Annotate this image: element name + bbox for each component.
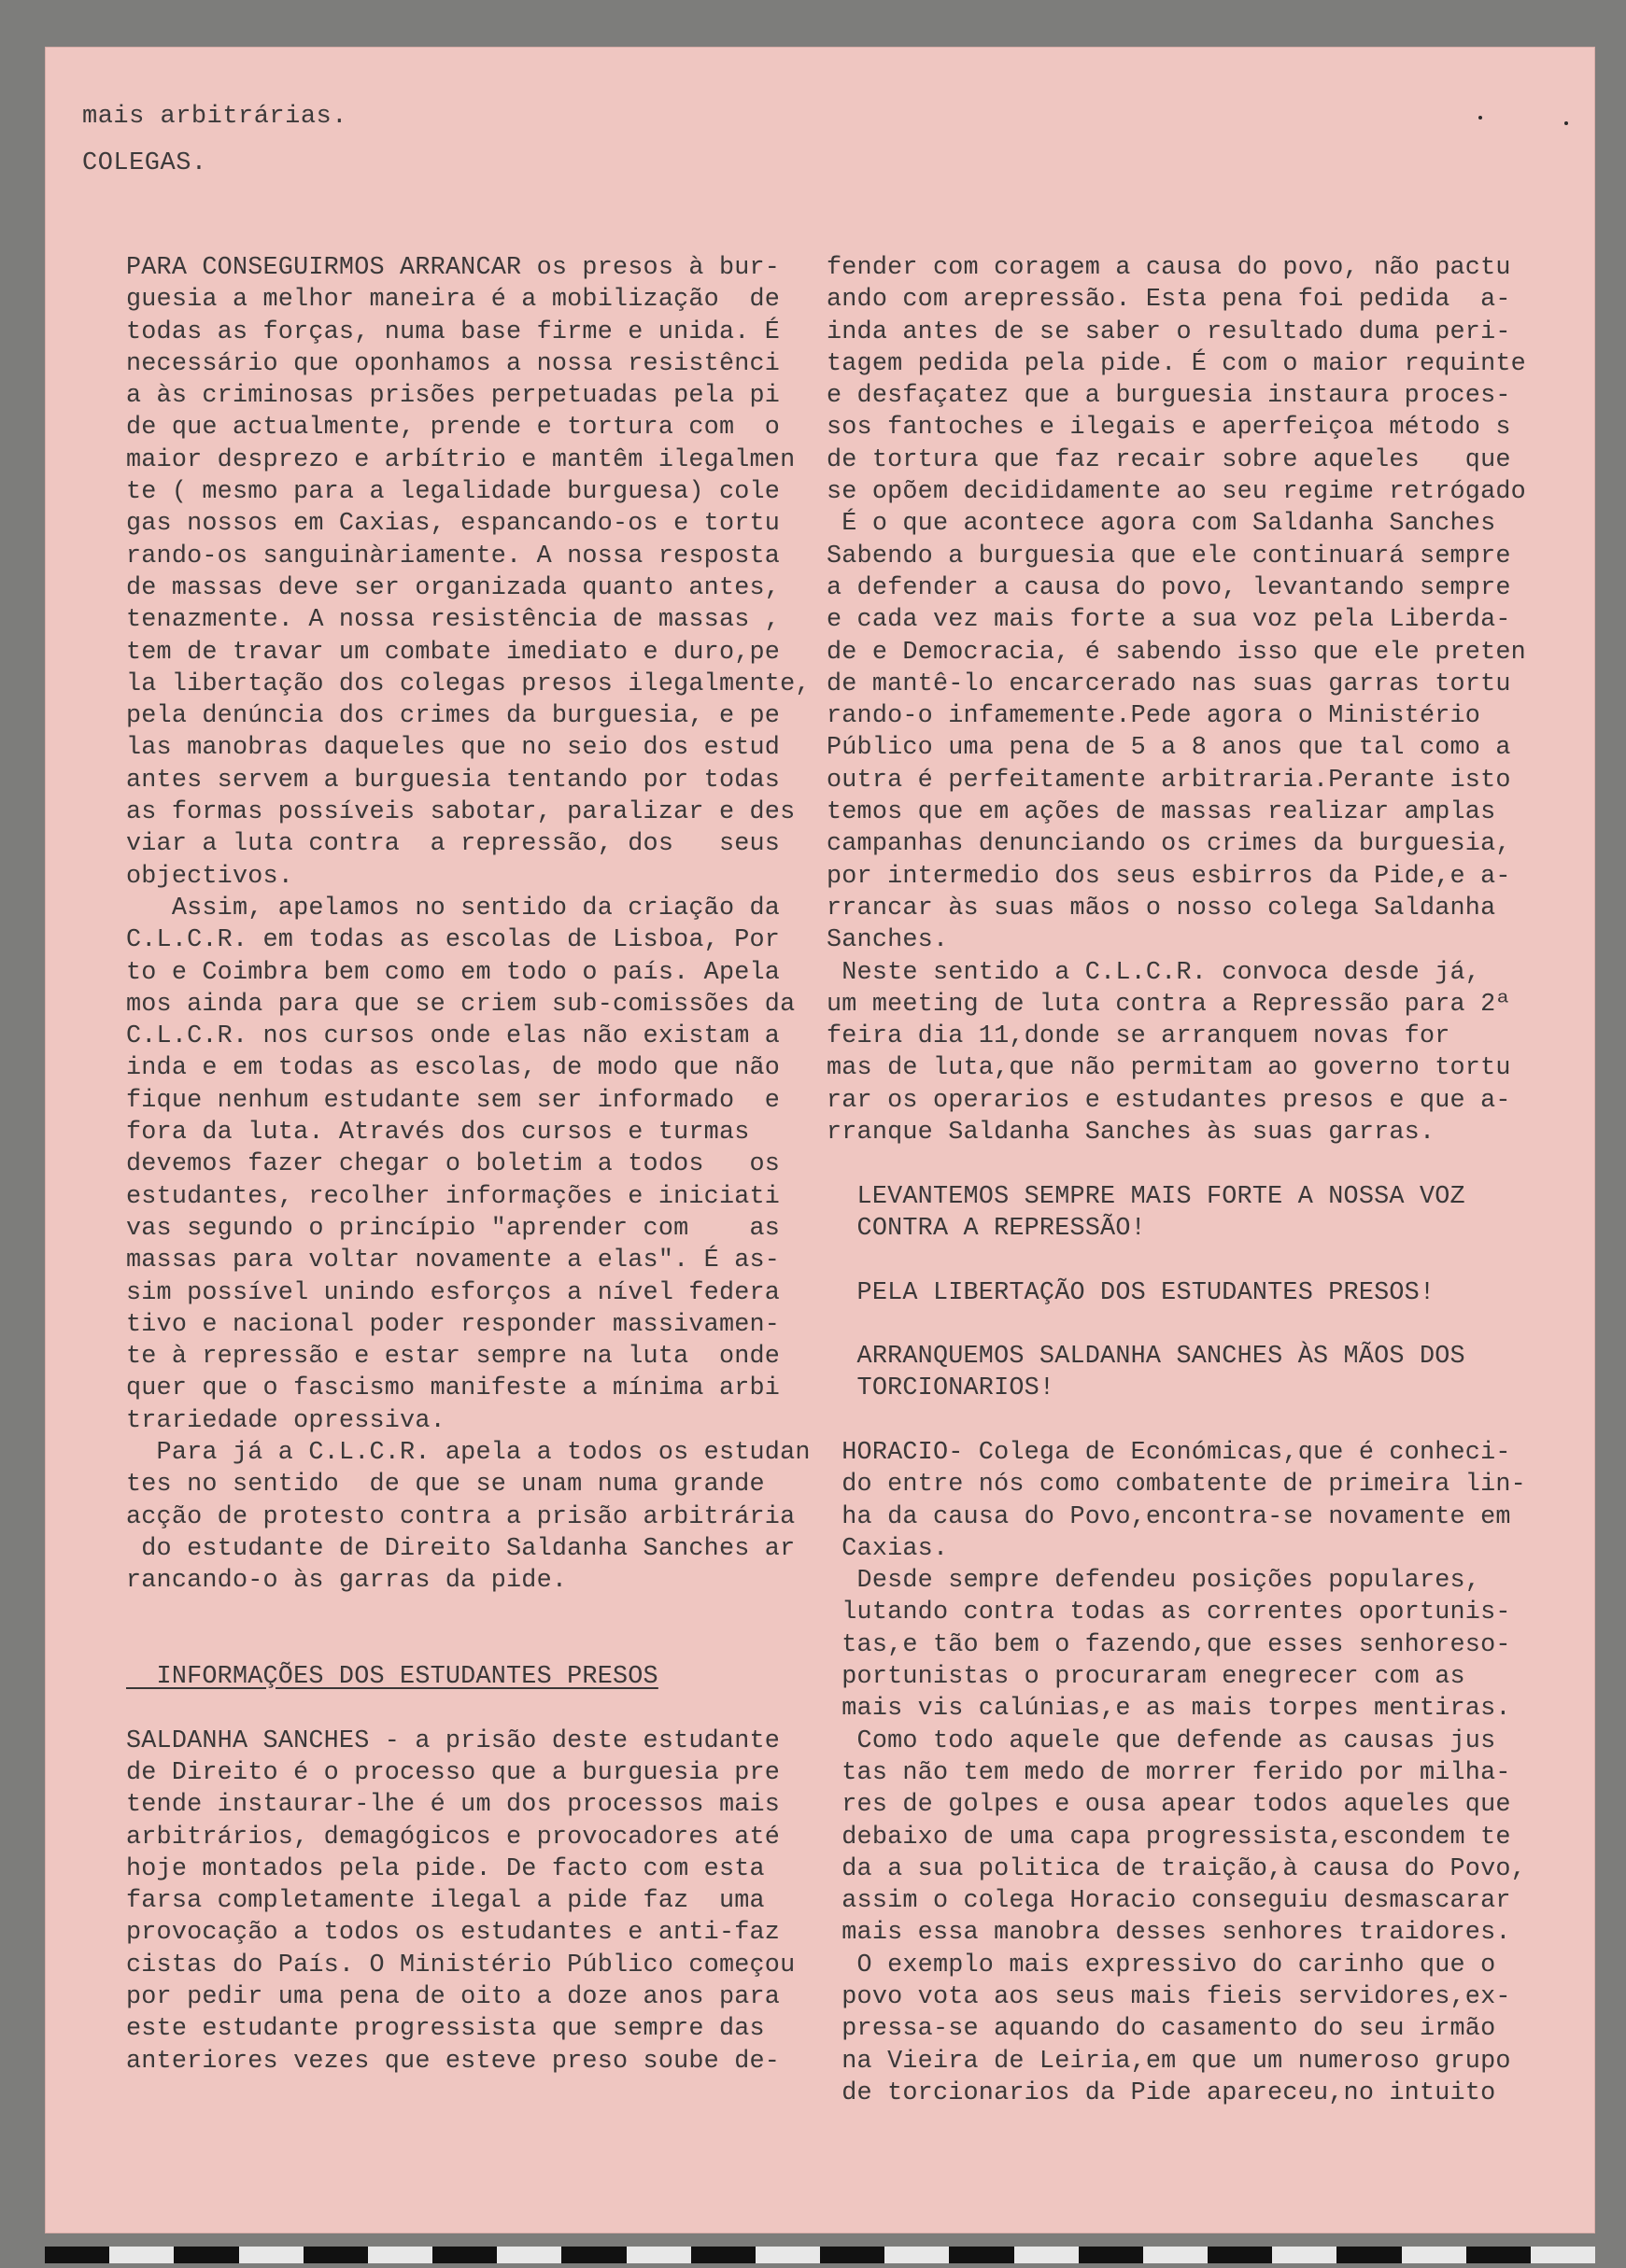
text-line: quer que o fascismo manifeste a mínima arbi <box>126 1374 781 1403</box>
text-line: estudantes, recolher informações e iniciati <box>126 1182 781 1211</box>
ruler-segment <box>1402 2247 1466 2263</box>
text-line: portunistas o procuraram enegrecer com as <box>827 1663 1465 1692</box>
text-line: por pedir uma pena de oito a doze anos para <box>126 1983 781 2012</box>
ruler-segment <box>756 2247 820 2263</box>
text-line: e desfaçatez que a burguesia instaura proces- <box>827 382 1511 411</box>
text-line: campanhas denunciando os crimes da burguesia, <box>827 830 1511 859</box>
text-line: PARA CONSEGUIRMOS ARRANCAR os presos à bur- <box>126 254 781 282</box>
section-heading: INFORMAÇÕES DOS ESTUDANTES PRESOS <box>126 1663 658 1692</box>
text-line: de que actualmente, prende e tortura com o <box>126 414 781 443</box>
text-line: ando com arepressão. Esta pena foi pedida a- <box>827 286 1511 315</box>
ruler-segment <box>174 2247 238 2263</box>
text-line: ha da causa do Povo,encontra-se novamente em <box>827 1502 1511 1531</box>
text-line: Neste sentido a C.L.C.R. convoca desde já, <box>827 958 1481 987</box>
text-line: fique nenhum estudante sem ser informado e <box>126 1086 781 1115</box>
text-line: tenazmente. A nossa resistência de massas , <box>126 606 781 635</box>
text-line: e cada vez mais forte a sua voz pela Liberda- <box>827 606 1511 635</box>
text-line: O exemplo mais expressivo do carinho que o <box>827 1951 1496 1979</box>
text-line: farsa completamente ilegal a pide faz uma <box>126 1887 765 1916</box>
text-line: por intermedio dos seus esbirros da Pide,e a- <box>827 862 1511 891</box>
text-line: Como todo aquele que defende as causas jus <box>827 1726 1496 1755</box>
ruler-segment <box>1336 2247 1401 2263</box>
ruler-segment <box>1531 2247 1595 2263</box>
text-line: do estudante de Direito Saldanha Sanches ar <box>126 1534 796 1563</box>
text-line: necessário que oponhamos a nossa resistênci <box>126 349 781 378</box>
text-line: inda e em todas as escolas, de modo que não <box>126 1054 781 1083</box>
text-line: Sabendo a burguesia que ele continuará sempre <box>827 542 1511 571</box>
ruler-segment <box>1466 2247 1531 2263</box>
text-line: tes no sentido de que se unam numa grande <box>126 1471 765 1500</box>
paragraph-gap <box>827 1148 1526 1180</box>
text-line: PELA LIBERTAÇÃO DOS ESTUDANTES PRESOS! <box>827 1278 1435 1307</box>
ruler-segment <box>109 2247 174 2263</box>
text-line: Sanches. <box>827 926 949 955</box>
ruler-segment <box>1014 2247 1079 2263</box>
ruler-segment <box>1208 2247 1272 2263</box>
ruler-segment <box>497 2247 561 2263</box>
text-line: SALDANHA SANCHES - a prisão deste estudante <box>126 1726 781 1755</box>
text-line: rar os operarios e estudantes presos e que a- <box>827 1086 1511 1115</box>
text-line: um meeting de luta contra a Repressão para 2ª <box>827 990 1511 1019</box>
paper-mark <box>1564 121 1568 125</box>
text-line: HORACIO- Colega de Económicas,que é conheci- <box>827 1438 1511 1467</box>
text-line: tagem pedida pela pide. É com o maior requinte <box>827 349 1526 378</box>
text-line: antes servem a burguesia tentando por todas <box>126 766 781 795</box>
text-line: de mantê-lo encarcerado nas suas garras tortu <box>827 669 1511 698</box>
text-line: maior desprezo e arbítrio e mantêm ilegalmen <box>126 445 796 474</box>
text-line: de tortura que faz recair sobre aqueles que <box>827 445 1511 474</box>
text-line: na Vieira de Leiria,em que um numeroso grupo <box>827 2047 1511 2076</box>
text-line: cistas do País. O Ministério Público começou <box>126 1951 796 1979</box>
text-line: devemos fazer chegar o boletim a todos os <box>126 1150 781 1179</box>
text-line: hoje montados pela pide. De facto com esta <box>126 1854 765 1883</box>
text-line: rranque Saldanha Sanches às suas garras. <box>827 1119 1435 1148</box>
text-line: do entre nós como combatente de primeira lin- <box>827 1471 1526 1500</box>
paragraph-gap <box>827 1309 1526 1341</box>
text-line: tende instaurar-lhe é um dos processos mais <box>126 1791 781 1820</box>
text-line: mais essa manobra desses senhores traidores. <box>827 1919 1511 1948</box>
text-line: guesia a melhor maneira é a mobilização de <box>126 286 781 315</box>
text-line: C.L.C.R. em todas as escolas de Lisboa, Por <box>126 926 781 955</box>
ruler-segment <box>820 2247 884 2263</box>
text-line: las manobras daqueles que no seio dos estud <box>126 734 781 763</box>
ruler-segment <box>45 2247 109 2263</box>
text-line: res de golpes e ousa apear todos aqueles que <box>827 1791 1511 1820</box>
paper-mark <box>1478 116 1482 120</box>
paragraph-gap <box>827 1245 1526 1276</box>
ruler-segment <box>1143 2247 1208 2263</box>
text-line: rando-o infamemente.Pede agora o Ministério <box>827 702 1481 731</box>
text-line: viar a luta contra a repressão, dos seus <box>126 830 781 859</box>
ruler-segment <box>304 2247 368 2263</box>
text-line: to e Coimbra bem como em todo o país. Apela <box>126 958 781 987</box>
paragraph-gap <box>126 1597 811 1628</box>
ruler-segment <box>561 2247 626 2263</box>
text-line: TORCIONARIOS! <box>827 1374 1055 1403</box>
ruler-segment <box>1079 2247 1143 2263</box>
text-line: CONTRA A REPRESSÃO! <box>827 1214 1146 1243</box>
text-line: gas nossos em Caxias, espancando-os e tortu <box>126 510 781 539</box>
paragraph-gap <box>126 1693 811 1725</box>
text-line: provocação a todos os estudantes e anti-faz <box>126 1919 781 1948</box>
text-line: Público uma pena de 5 a 8 anos que tal como a <box>827 734 1511 763</box>
text-line: este estudante progressista que sempre das <box>126 2015 765 2044</box>
text-line: arbitrários, demagógicos e provocadores até <box>126 1823 781 1852</box>
ruler-segment <box>368 2247 432 2263</box>
text-line: fora da luta. Através dos cursos e turmas <box>126 1119 750 1148</box>
ruler-segment <box>1272 2247 1336 2263</box>
ruler-segment <box>884 2247 949 2263</box>
text-line: feira dia 11,donde se arranquem novas for <box>827 1022 1450 1051</box>
header-line: mais arbitrárias. <box>82 103 347 131</box>
text-line: todas as forças, numa base firme e unida. É <box>126 317 781 346</box>
text-line: sos fantoches e ilegais e aperfeiçoa método s <box>827 414 1511 443</box>
text-line: Desde sempre defendeu posições populares, <box>827 1567 1481 1596</box>
salutation: COLEGAS. <box>82 149 207 177</box>
text-line: tem de travar um combate imediato e duro,pe <box>126 638 781 667</box>
paragraph-gap <box>126 1629 811 1661</box>
ruler-segment <box>432 2247 497 2263</box>
text-line: fender com coragem a causa do povo, não pactu <box>827 254 1511 282</box>
paragraph-gap <box>827 1405 1526 1437</box>
ruler-segment <box>239 2247 304 2263</box>
text-line: É o que acontece agora com Saldanha Sanches <box>827 510 1496 539</box>
text-line: rancando-o às garras da pide. <box>126 1567 568 1596</box>
right-text-column <box>827 252 1526 2109</box>
text-line: inda antes de se saber o resultado duma peri- <box>827 317 1511 346</box>
text-line: rando-os sanguinàriamente. A nossa resposta <box>126 542 781 571</box>
scale-ruler <box>45 2247 1595 2263</box>
ruler-segment <box>627 2247 691 2263</box>
left-text-column <box>126 252 811 2078</box>
text-line: temos que em ações de massas realizar amplas <box>827 798 1496 827</box>
text-line: objectivos. <box>126 862 294 891</box>
text-line: te ( mesmo para a legalidade burguesa) cole <box>126 478 781 507</box>
text-line: rrancar às suas mãos o nosso colega Saldanha <box>827 894 1496 923</box>
text-line: la libertação dos colegas presos ilegalmente, <box>126 669 811 698</box>
text-line: de Direito é o processo que a burguesia pre <box>126 1758 781 1787</box>
text-line: a defender a causa do povo, levantando sempre <box>827 573 1511 602</box>
text-line: outra é perfeitamente arbitraria.Perante isto <box>827 766 1511 795</box>
text-line: trariedade opressiva. <box>126 1406 445 1435</box>
text-line: lutando contra todas as correntes oportunis- <box>827 1599 1511 1627</box>
text-line: tas não tem medo de morrer ferido por milha- <box>827 1758 1511 1787</box>
text-line: anteriores vezes que esteve preso soube de- <box>126 2047 781 2076</box>
text-line: pressa-se aquando do casamento do seu irmão <box>827 2015 1496 2044</box>
text-line: mos ainda para que se criem sub-comissões da <box>126 990 796 1019</box>
text-line: vas segundo o princípio "aprender com as <box>126 1214 781 1243</box>
text-line: tivo e nacional poder responder massivamen- <box>126 1310 781 1339</box>
text-line: ARRANQUEMOS SALDANHA SANCHES ÀS MÃOS DOS <box>827 1343 1465 1372</box>
text-line: acção de protesto contra a prisão arbitrária <box>126 1502 796 1531</box>
ruler-segment <box>949 2247 1013 2263</box>
text-line: sim possível unindo esforços a nível federa <box>126 1278 781 1307</box>
text-line: LEVANTEMOS SEMPRE MAIS FORTE A NOSSA VOZ <box>827 1182 1465 1211</box>
text-line: mas de luta,que não permitam ao governo tortu <box>827 1054 1511 1083</box>
ruler-segment <box>691 2247 756 2263</box>
text-line: C.L.C.R. nos cursos onde elas não existam a <box>126 1022 781 1051</box>
text-line: Caxias. <box>827 1534 949 1563</box>
text-line: as formas possíveis sabotar, paralizar e des <box>126 798 796 827</box>
text-line: massas para voltar novamente a elas". É as- <box>126 1247 781 1275</box>
text-line: de e Democracia, é sabendo isso que ele preten <box>827 638 1526 667</box>
text-line: de massas deve ser organizada quanto antes, <box>126 573 781 602</box>
text-line: povo vota aos seus mais fieis servidores,ex- <box>827 1983 1511 2012</box>
text-line: tas,e tão bem o fazendo,que esses senhoreso- <box>827 1630 1511 1659</box>
text-line: assim o colega Horacio conseguiu desmascarar <box>827 1887 1511 1916</box>
text-line: te à repressão e estar sempre na luta onde <box>126 1343 781 1372</box>
text-line: mais vis calúnias,e as mais torpes mentiras. <box>827 1695 1511 1724</box>
text-line: se opõem decididamente ao seu regime retrógado <box>827 478 1526 507</box>
text-line: de torcionarios da Pide apareceu,no intuito <box>827 2078 1496 2107</box>
text-line: pela denúncia dos crimes da burguesia, e pe <box>126 702 781 731</box>
text-line: Assim, apelamos no sentido da criação da <box>126 894 781 923</box>
text-line: da a sua politica de traição,à causa do Povo, <box>827 1854 1526 1883</box>
text-line: a às criminosas prisões perpetuadas pela pi <box>126 382 781 411</box>
text-line: debaixo de uma capa progressista,escondem te <box>827 1823 1511 1852</box>
text-line: Para já a C.L.C.R. apela a todos os estudan <box>126 1438 811 1467</box>
